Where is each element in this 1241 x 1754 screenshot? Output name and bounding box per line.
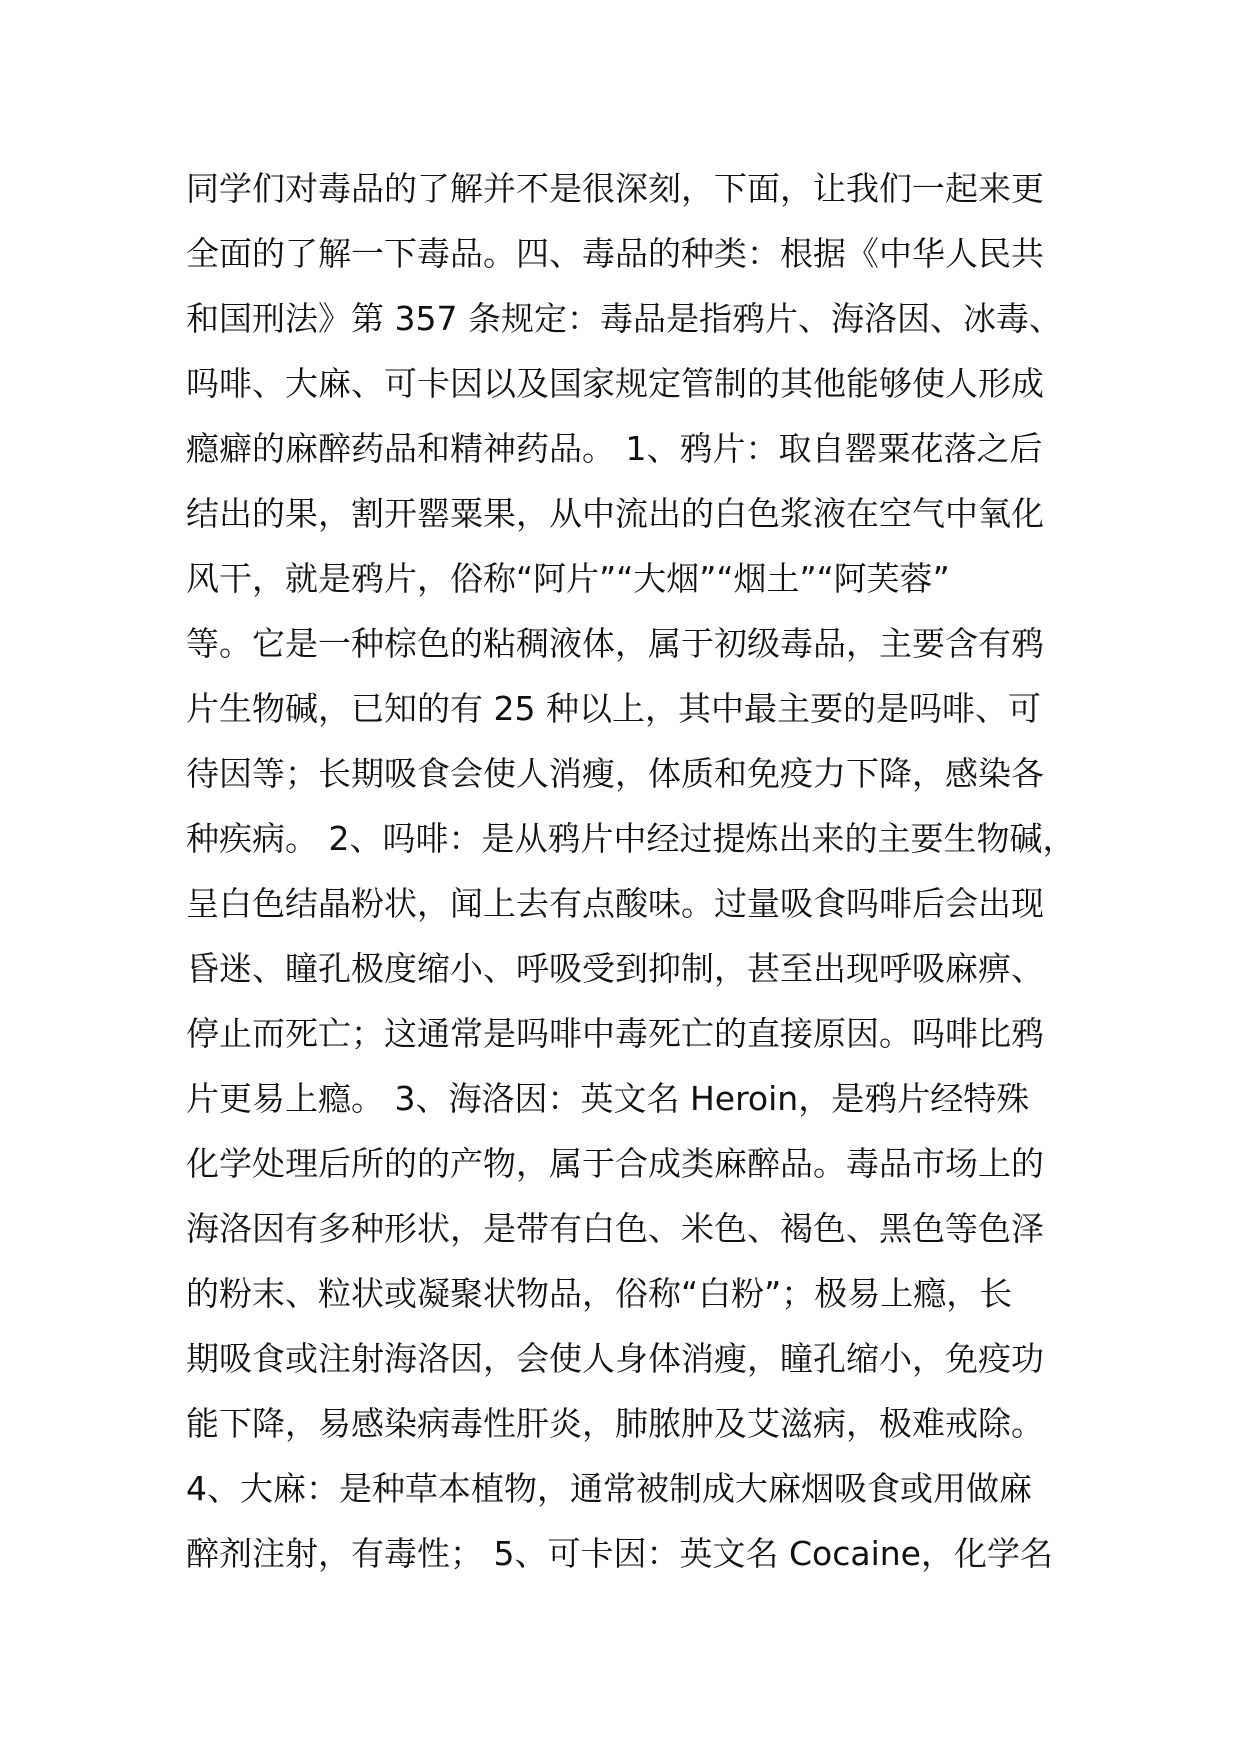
text-line: 吗啡、大麻、可卡因以及国家规定管制的其他能够使人形成 [186,364,1044,403]
text-line: 呈白色结晶粉状，闻上去有点酸味。过量吸食吗啡后会出现 [186,884,1044,923]
text-line: 片生物碱，已知的有 25 种以上，其中最主要的是吗啡、可 [186,689,1041,728]
text-line: 待因等；长期吸食会使人消瘦，体质和免疫力下降，感染各 [186,754,1044,793]
text-line: 同学们对毒品的了解并不是很深刻，下面，让我们一起来更 [186,169,1044,208]
body-text [186,156,1076,1586]
text-line: 和国刑法》第 357 条规定：毒品是指鸦片、海洛因、冰毒、 [186,299,1062,338]
text-line: 化学处理后所的的产物，属于合成类麻醉品。毒品市场上的 [186,1144,1044,1183]
text-line: 能下降，易感染病毒性肝炎，肺脓肿及艾滋病，极难戒除。 [186,1404,1044,1443]
text-line: 种疾病。 2、吗啡：是从鸦片中经过提炼出来的主要生物碱， [186,819,1076,858]
text-line: 等。它是一种棕色的粘稠液体，属于初级毒品，主要含有鸦 [186,624,1044,663]
text-line: 停止而死亡；这通常是吗啡中毒死亡的直接原因。吗啡比鸦 [186,1014,1044,1053]
text-line: 结出的果，割开罂粟果，从中流出的白色浆液在空气中氧化 [186,494,1044,533]
text-line: 4、大麻：是种草本植物，通常被制成大麻烟吸食或用做麻 [186,1469,1032,1508]
text-line: 醉剂注射，有毒性； 5、可卡因：英文名 Cocaine，化学名 [186,1534,1053,1573]
text-line: 昏迷、瞳孔极度缩小、呼吸受到抑制，甚至出现呼吸麻痹、 [186,949,1044,988]
text-line: 风干，就是鸦片，俗称“阿片”“大烟”“烟土”“阿芙蓉” [186,559,950,598]
text-line: 瘾癖的麻醉药品和精神药品。 1、鸦片：取自罂粟花落之后 [186,429,1043,468]
text-line: 期吸食或注射海洛因，会使人身体消瘦，瞳孔缩小，免疫功 [186,1339,1044,1378]
text-line: 的粉末、粒状或凝聚状物品，俗称“白粉”；极易上瘾，长 [186,1274,1013,1313]
text-line: 海洛因有多种形状，是带有白色、米色、褐色、黑色等色泽 [186,1209,1044,1248]
text-line: 片更易上瘾。 3、海洛因：英文名 Heroin，是鸦片经特殊 [186,1079,1030,1118]
text-line: 全面的了解一下毒品。四、毒品的种类：根据《中华人民共 [186,234,1044,273]
